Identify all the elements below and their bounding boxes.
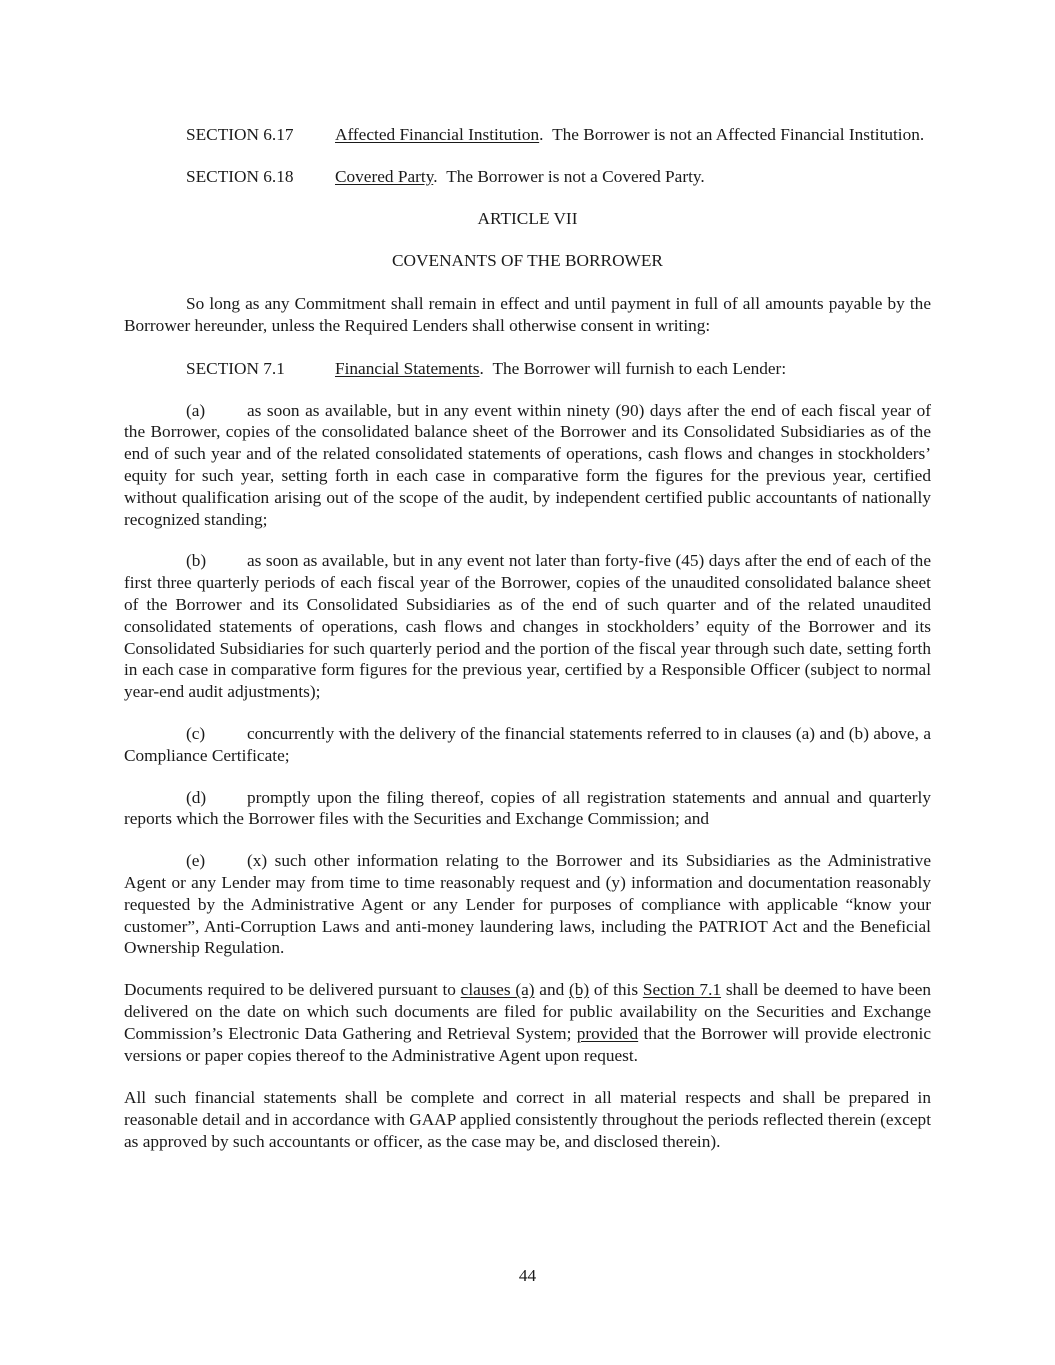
section-7-1: SECTION 7.1 Financial Statements. The Borrower will furnish to each Lender: [186, 358, 787, 378]
clause-a [124, 400, 931, 531]
clause-text: as soon as available, but in any event within ninety (90) days after the end of each fiscal year of the Borrower, copies of the consolidated balance sheet of the Borrower and its Consolidated Subsidiaries as of the end of such year and of the related consolidated statements of operations, cash flows and changes in stockholders’ equity for such year, setting forth in each case in comparative form the figures for the previous year, certified without qualification arising out of the scope of the audit, by independent certified public accountants of nationally recognized standing; [124, 400, 931, 529]
section-label: SECTION 6.18 [186, 166, 294, 186]
clause-c [124, 723, 931, 767]
documents-paragraph [124, 979, 931, 1066]
clause-label: (c) [186, 723, 206, 743]
section-title: Covered Party [335, 166, 434, 186]
documents-text: and [534, 980, 569, 1000]
intro-paragraph: So long as any Commitment shall remain in effect and until payment in full of all amounts payable by the Borrower hereunder, unless the Required Lenders shall otherwise consent in writing: [124, 294, 931, 335]
documents-underlined: clauses (a) [460, 980, 535, 1000]
section-text: The Borrower is not a Covered Party. [446, 166, 705, 186]
article-heading: COVENANTS OF THE BORROWER [392, 251, 663, 271]
clause-d [124, 787, 931, 831]
section-text: The Borrower is not an Affected Financial Institution. [552, 125, 925, 144]
documents-underlined: Section 7.1 [642, 980, 722, 1000]
section-label: SECTION 7.1 [186, 358, 285, 378]
clause-text: as soon as available, but in any event not later than forty-five (45) days after the end of each of the first three quarterly periods of each fiscal year of the Borrower, copies of the unaudited consolidated balance sheet of the Borrower and its Consolidated Subsidiaries as of the end of such quarter and of the related unaudited consolidated statements of operations, cash flows and changes in stockholders’ equity of the Borrower and its Consolidated Subsidiaries for such quarterly period and the portion of the fiscal year through such date, setting forth in each case in comparative form figures for the previous year, certified by a Responsible Officer (subject to normal year-end audit adjustments); [124, 551, 931, 702]
clause-text: (x) such other information relating to the Borrower and its Subsidiaries as the Administrative Agent or any Lender may from time to time reasonably request and (y) information and documentation reasonably requested by the Administrative Agent or any Lender for purposes of compliance with applicable “know your customer”, Anti-Corruption Laws and anti-money laundering laws, including the PATRIOT Act and the Beneficial Ownership Regulation. [124, 851, 931, 958]
section-title: Affected Financial Institution [335, 125, 540, 144]
document-page [124, 124, 931, 1153]
clause-text: concurrently with the delivery of the financial statements referred to in clauses (a) and (b) above, a Compliance Certificate; [124, 723, 931, 765]
clause-label: (a) [186, 400, 206, 420]
section-6-18: SECTION 6.18 Covered Party. The Borrower is not a Covered Party. [186, 166, 705, 186]
clause-b [124, 550, 931, 703]
clause-label: (b) [186, 551, 207, 571]
documents-text: Documents required to be delivered pursuant to [124, 980, 461, 1000]
clause-e [124, 850, 931, 959]
page-number: 44 [518, 1266, 537, 1285]
section-text: The Borrower will furnish to each Lender: [492, 358, 787, 378]
documents-text: of this [589, 980, 643, 1000]
clause-label: (e) [186, 851, 206, 871]
clause-text: promptly upon the filing thereof, copies of all registration statements and annual and quarterly reports which the Borrower files with the Securities and Exchange Commission; and [124, 787, 931, 829]
closing-paragraph: All such financial statements shall be complete and correct in all material respects and shall be prepared in reasonable detail and in accordance with GAAP applied consistently throughout the periods reflected therein (except as approved by such accountants or officer, as the case may be, and disclosed therein). [124, 1088, 931, 1151]
section-label: SECTION 6.17 [186, 125, 294, 144]
documents-text: shall be deemed to have been delivered on the date on which such documents are filed for public availability on the Securities and Exchange Commission’s Electronic Data Gathering and Retrieval System; [124, 980, 932, 1043]
documents-underlined: (b) [569, 980, 590, 1000]
clause-label: (d) [186, 787, 207, 807]
section-title: Financial Statements [335, 358, 480, 378]
documents-underlined: provided [576, 1023, 639, 1043]
article-number: ARTICLE VII [477, 208, 578, 228]
documents-text: that the Borrower will provide electronic versions or paper copies thereof to the Administrative Agent upon request. [124, 1023, 931, 1065]
section-6-17: SECTION 6.17 Affected Financial Institution. The Borrower is not an Affected Financial Institution. [186, 125, 925, 144]
